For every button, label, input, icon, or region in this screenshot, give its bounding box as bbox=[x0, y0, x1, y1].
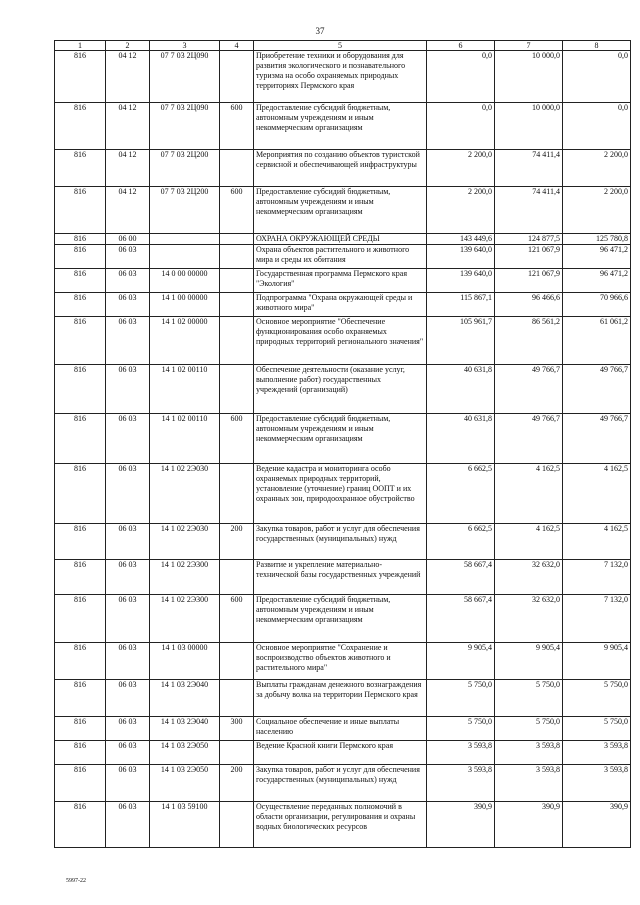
item-name: ОХРАНА ОКРУЖАЮЩЕЙ СРЕДЫ bbox=[254, 234, 427, 245]
section-code: 06 03 bbox=[106, 524, 150, 560]
expense-type-code: 600 bbox=[220, 595, 254, 643]
expense-type-code bbox=[220, 365, 254, 414]
item-name: Социальное обеспечение и иные выплаты населению bbox=[254, 717, 427, 741]
expense-type-code bbox=[220, 150, 254, 187]
section-code: 06 00 bbox=[106, 234, 150, 245]
ministry-code: 816 bbox=[55, 187, 106, 234]
target-code bbox=[150, 245, 220, 269]
ministry-code: 816 bbox=[55, 765, 106, 802]
page-number: 37 bbox=[315, 26, 325, 36]
ministry-code: 816 bbox=[55, 595, 106, 643]
amount-col-7: 4 162,5 bbox=[495, 524, 563, 560]
amount-col-7: 49 766,7 bbox=[495, 414, 563, 464]
table-row bbox=[55, 103, 631, 150]
ministry-code: 816 bbox=[55, 51, 106, 103]
table-row bbox=[55, 717, 631, 741]
item-name: Выплаты гражданам денежного вознаграждения за добычу волка на территории Пермского края bbox=[254, 680, 427, 717]
section-code: 06 03 bbox=[106, 365, 150, 414]
amount-col-6: 40 631,8 bbox=[427, 414, 495, 464]
section-code: 06 03 bbox=[106, 741, 150, 765]
table-row bbox=[55, 414, 631, 464]
target-code: 14 1 03 00000 bbox=[150, 643, 220, 680]
expense-type-code: 600 bbox=[220, 414, 254, 464]
item-name: Основное мероприятие "Сохранение и воспроизводство объектов животного и растительного мира" bbox=[254, 643, 427, 680]
ministry-code: 816 bbox=[55, 643, 106, 680]
amount-col-8: 9 905,4 bbox=[563, 643, 631, 680]
header-col-5: 5 bbox=[254, 41, 427, 51]
expense-type-code bbox=[220, 293, 254, 317]
item-name: Мероприятия по созданию объектов туристской сервисной и обеспечивающей инфраструктуры bbox=[254, 150, 427, 187]
amount-col-7: 390,9 bbox=[495, 802, 563, 848]
table-row bbox=[55, 595, 631, 643]
amount-col-8: 2 200,0 bbox=[563, 187, 631, 234]
table-row bbox=[55, 765, 631, 802]
section-code: 04 12 bbox=[106, 187, 150, 234]
amount-col-7: 5 750,0 bbox=[495, 680, 563, 717]
table-row bbox=[55, 245, 631, 269]
item-name: Осуществление переданных полномочий в области организации, регулирования и охраны водных биологических ресурсов bbox=[254, 802, 427, 848]
target-code: 07 7 03 2Ц200 bbox=[150, 187, 220, 234]
amount-col-7: 74 411,4 bbox=[495, 187, 563, 234]
target-code: 07 7 03 2Ц090 bbox=[150, 51, 220, 103]
amount-col-8: 49 766,7 bbox=[563, 414, 631, 464]
item-name: Предоставление субсидий бюджетным, автономным учреждениям и иным некоммерческим организациям bbox=[254, 187, 427, 234]
target-code: 14 1 02 2Э030 bbox=[150, 464, 220, 524]
amount-col-7: 3 593,8 bbox=[495, 741, 563, 765]
amount-col-6: 115 867,1 bbox=[427, 293, 495, 317]
table-row bbox=[55, 187, 631, 234]
amount-col-7: 32 632,0 bbox=[495, 560, 563, 595]
table-row bbox=[55, 365, 631, 414]
amount-col-8: 7 132,0 bbox=[563, 595, 631, 643]
amount-col-8: 49 766,7 bbox=[563, 365, 631, 414]
target-code: 07 7 03 2Ц090 bbox=[150, 103, 220, 150]
ministry-code: 816 bbox=[55, 234, 106, 245]
target-code: 14 1 02 00110 bbox=[150, 414, 220, 464]
amount-col-6: 139 640,0 bbox=[427, 245, 495, 269]
amount-col-6: 6 662,5 bbox=[427, 464, 495, 524]
amount-col-7: 10 000,0 bbox=[495, 51, 563, 103]
table-row bbox=[55, 741, 631, 765]
section-code: 06 03 bbox=[106, 765, 150, 802]
amount-col-6: 0,0 bbox=[427, 51, 495, 103]
amount-col-6: 5 750,0 bbox=[427, 680, 495, 717]
expense-type-code bbox=[220, 802, 254, 848]
amount-col-7: 49 766,7 bbox=[495, 365, 563, 414]
amount-col-8: 4 162,5 bbox=[563, 524, 631, 560]
amount-col-8: 0,0 bbox=[563, 103, 631, 150]
target-code: 14 1 03 2Э050 bbox=[150, 765, 220, 802]
section-code: 06 03 bbox=[106, 317, 150, 365]
ministry-code: 816 bbox=[55, 680, 106, 717]
amount-col-7: 121 067,9 bbox=[495, 245, 563, 269]
expense-type-code bbox=[220, 269, 254, 293]
header-col-4: 4 bbox=[220, 41, 254, 51]
section-code: 06 03 bbox=[106, 802, 150, 848]
expense-type-code: 200 bbox=[220, 765, 254, 802]
expense-type-code bbox=[220, 560, 254, 595]
expense-type-code: 600 bbox=[220, 103, 254, 150]
header-col-8: 8 bbox=[563, 41, 631, 51]
section-code: 06 03 bbox=[106, 245, 150, 269]
item-name: Государственная программа Пермского края "Экология" bbox=[254, 269, 427, 293]
section-code: 06 03 bbox=[106, 293, 150, 317]
amount-col-8: 390,9 bbox=[563, 802, 631, 848]
header-col-6: 6 bbox=[427, 41, 495, 51]
amount-col-8: 7 132,0 bbox=[563, 560, 631, 595]
item-name: Подпрограмма "Охрана окружающей среды и животного мира" bbox=[254, 293, 427, 317]
amount-col-6: 3 593,8 bbox=[427, 741, 495, 765]
table-row bbox=[55, 269, 631, 293]
footer-code: 5997-22 bbox=[66, 878, 86, 884]
target-code: 14 1 03 2Э040 bbox=[150, 717, 220, 741]
amount-col-6: 0,0 bbox=[427, 103, 495, 150]
amount-col-6: 390,9 bbox=[427, 802, 495, 848]
ministry-code: 816 bbox=[55, 464, 106, 524]
target-code: 14 0 00 00000 bbox=[150, 269, 220, 293]
item-name: Развитие и укрепление материально-технической базы государственных учреждений bbox=[254, 560, 427, 595]
item-name: Предоставление субсидий бюджетным, автономным учреждениям и иным некоммерческим организациям bbox=[254, 595, 427, 643]
amount-col-8: 0,0 bbox=[563, 51, 631, 103]
target-code: 14 1 02 2Э300 bbox=[150, 560, 220, 595]
table-row bbox=[55, 680, 631, 717]
amount-col-8: 4 162,5 bbox=[563, 464, 631, 524]
section-code: 06 03 bbox=[106, 643, 150, 680]
target-code: 07 7 03 2Ц200 bbox=[150, 150, 220, 187]
amount-col-8: 2 200,0 bbox=[563, 150, 631, 187]
ministry-code: 816 bbox=[55, 560, 106, 595]
item-name: Закупка товаров, работ и услуг для обеспечения государственных (муниципальных) нужд bbox=[254, 524, 427, 560]
ministry-code: 816 bbox=[55, 317, 106, 365]
table-row bbox=[55, 317, 631, 365]
amount-col-6: 2 200,0 bbox=[427, 187, 495, 234]
item-name: Приобретение техники и оборудования для развития экологического и познавательного туризма на особо охраняемых природных территориях Пермского края bbox=[254, 51, 427, 103]
header-col-1: 1 bbox=[55, 41, 106, 51]
amount-col-7: 9 905,4 bbox=[495, 643, 563, 680]
target-code: 14 1 03 2Э040 bbox=[150, 680, 220, 717]
amount-col-7: 121 067,9 bbox=[495, 269, 563, 293]
expense-type-code bbox=[220, 464, 254, 524]
section-code: 04 12 bbox=[106, 150, 150, 187]
table-row bbox=[55, 150, 631, 187]
expense-type-code bbox=[220, 245, 254, 269]
item-name: Ведение Красной книги Пермского края bbox=[254, 741, 427, 765]
amount-col-6: 58 667,4 bbox=[427, 560, 495, 595]
header-row bbox=[55, 41, 631, 51]
ministry-code: 816 bbox=[55, 802, 106, 848]
amount-col-6: 40 631,8 bbox=[427, 365, 495, 414]
target-code: 14 1 02 00000 bbox=[150, 317, 220, 365]
target-code: 14 1 03 59100 bbox=[150, 802, 220, 848]
amount-col-7: 86 561,2 bbox=[495, 317, 563, 365]
item-name: Охрана объектов растительного и животного мира и среды их обитания bbox=[254, 245, 427, 269]
amount-col-8: 3 593,8 bbox=[563, 765, 631, 802]
section-code: 06 03 bbox=[106, 269, 150, 293]
amount-col-8: 5 750,0 bbox=[563, 717, 631, 741]
amount-col-6: 5 750,0 bbox=[427, 717, 495, 741]
expense-type-code bbox=[220, 234, 254, 245]
ministry-code: 816 bbox=[55, 269, 106, 293]
table-row bbox=[55, 560, 631, 595]
item-name: Закупка товаров, работ и услуг для обеспечения государственных (муниципальных) нужд bbox=[254, 765, 427, 802]
budget-table bbox=[54, 40, 631, 848]
expense-type-code bbox=[220, 741, 254, 765]
expense-type-code bbox=[220, 680, 254, 717]
section-code: 04 12 bbox=[106, 51, 150, 103]
amount-col-7: 74 411,4 bbox=[495, 150, 563, 187]
amount-col-8: 70 966,6 bbox=[563, 293, 631, 317]
section-code: 06 03 bbox=[106, 560, 150, 595]
amount-col-6: 9 905,4 bbox=[427, 643, 495, 680]
table-row bbox=[55, 464, 631, 524]
expense-type-code: 300 bbox=[220, 717, 254, 741]
table-row bbox=[55, 643, 631, 680]
expense-type-code: 200 bbox=[220, 524, 254, 560]
table-row bbox=[55, 51, 631, 103]
section-code: 06 03 bbox=[106, 595, 150, 643]
ministry-code: 816 bbox=[55, 524, 106, 560]
expense-type-code bbox=[220, 51, 254, 103]
section-code: 06 03 bbox=[106, 464, 150, 524]
target-code: 14 1 02 2Э300 bbox=[150, 595, 220, 643]
expense-type-code bbox=[220, 317, 254, 365]
amount-col-6: 6 662,5 bbox=[427, 524, 495, 560]
ministry-code: 816 bbox=[55, 293, 106, 317]
ministry-code: 816 bbox=[55, 103, 106, 150]
item-name: Предоставление субсидий бюджетным, автономным учреждениям и иным некоммерческим организациям bbox=[254, 103, 427, 150]
table-row bbox=[55, 524, 631, 560]
expense-type-code bbox=[220, 643, 254, 680]
amount-col-6: 139 640,0 bbox=[427, 269, 495, 293]
table-row bbox=[55, 293, 631, 317]
header-col-7: 7 bbox=[495, 41, 563, 51]
item-name: Предоставление субсидий бюджетным, автономным учреждениям и иным некоммерческим организациям bbox=[254, 414, 427, 464]
amount-col-7: 5 750,0 bbox=[495, 717, 563, 741]
amount-col-8: 96 471,2 bbox=[563, 245, 631, 269]
header-col-2: 2 bbox=[106, 41, 150, 51]
amount-col-7: 3 593,8 bbox=[495, 765, 563, 802]
amount-col-7: 10 000,0 bbox=[495, 103, 563, 150]
amount-col-8: 61 061,2 bbox=[563, 317, 631, 365]
amount-col-8: 5 750,0 bbox=[563, 680, 631, 717]
ministry-code: 816 bbox=[55, 365, 106, 414]
amount-col-8: 3 593,8 bbox=[563, 741, 631, 765]
ministry-code: 816 bbox=[55, 414, 106, 464]
target-code: 14 1 00 00000 bbox=[150, 293, 220, 317]
section-code: 06 03 bbox=[106, 680, 150, 717]
target-code: 14 1 02 2Э030 bbox=[150, 524, 220, 560]
amount-col-6: 58 667,4 bbox=[427, 595, 495, 643]
amount-col-7: 124 877,5 bbox=[495, 234, 563, 245]
amount-col-7: 32 632,0 bbox=[495, 595, 563, 643]
ministry-code: 816 bbox=[55, 245, 106, 269]
amount-col-7: 4 162,5 bbox=[495, 464, 563, 524]
amount-col-8: 125 780,8 bbox=[563, 234, 631, 245]
table-row bbox=[55, 802, 631, 848]
section-code: 04 12 bbox=[106, 103, 150, 150]
amount-col-6: 2 200,0 bbox=[427, 150, 495, 187]
amount-col-6: 143 449,6 bbox=[427, 234, 495, 245]
target-code: 14 1 03 2Э050 bbox=[150, 741, 220, 765]
ministry-code: 816 bbox=[55, 741, 106, 765]
amount-col-8: 96 471,2 bbox=[563, 269, 631, 293]
item-name: Основное мероприятие "Обеспечение функционирования особо охраняемых природных территорий регионального значения" bbox=[254, 317, 427, 365]
amount-col-7: 96 466,6 bbox=[495, 293, 563, 317]
target-code bbox=[150, 234, 220, 245]
ministry-code: 816 bbox=[55, 150, 106, 187]
item-name: Обеспечение деятельности (оказание услуг, выполнение работ) государственных учреждений (организаций) bbox=[254, 365, 427, 414]
ministry-code: 816 bbox=[55, 717, 106, 741]
item-name: Ведение кадастра и мониторинга особо охраняемых природных территорий, установление (уточнение) границ ООПТ и их охранных зон, природоохранное обустройство bbox=[254, 464, 427, 524]
header-col-3: 3 bbox=[150, 41, 220, 51]
section-code: 06 03 bbox=[106, 414, 150, 464]
amount-col-6: 3 593,8 bbox=[427, 765, 495, 802]
expense-type-code: 600 bbox=[220, 187, 254, 234]
table-row bbox=[55, 234, 631, 245]
target-code: 14 1 02 00110 bbox=[150, 365, 220, 414]
section-code: 06 03 bbox=[106, 717, 150, 741]
amount-col-6: 105 961,7 bbox=[427, 317, 495, 365]
